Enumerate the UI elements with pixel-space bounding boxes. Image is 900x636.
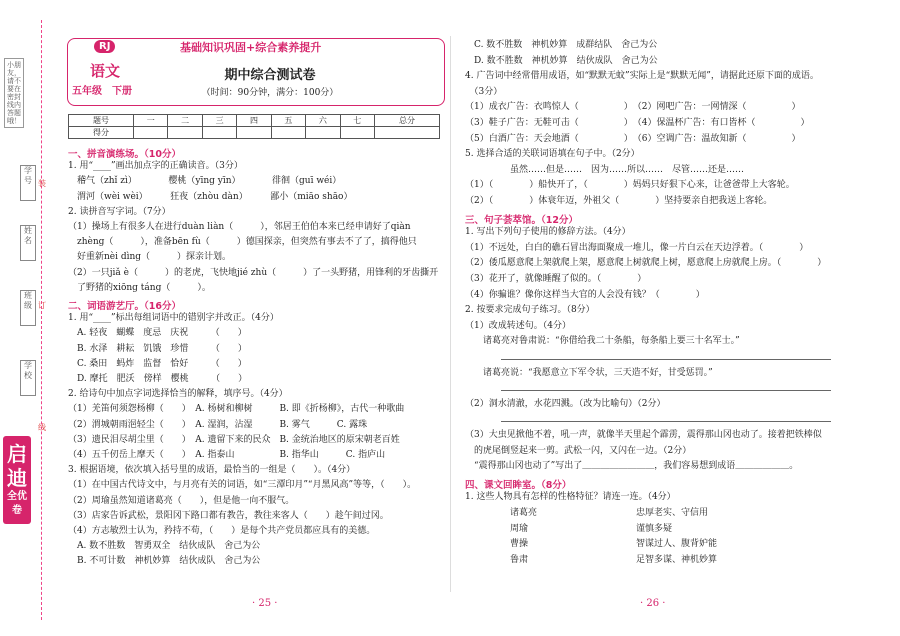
exam-title: 期中综合测试卷 [224, 68, 316, 83]
question-line: B. 水泽 耕耘 饥饿 珍惜 （ ） [68, 343, 247, 354]
score-input[interactable] [374, 127, 439, 139]
score-input[interactable] [340, 127, 374, 139]
cut-mark: 订 [38, 301, 46, 310]
question-line: 3. 根据语境，依次填入括号里的成语，最恰当的一组是（ ）。（4分） [68, 465, 356, 476]
question-line: （4）方志敏烈士认为，矜持不苟，（ ）是每个共产党员都应具有的美德。 [68, 526, 376, 536]
question-line: 5. 选择合适的关联词语填在句子中。（2分） [465, 149, 640, 160]
question-line: 的虎尾倒竖起来一剪。武松一闪，又闪在一边。（2分） [465, 445, 692, 456]
question-line: 2. 给诗句中加点字词选择恰当的解释，填序号。（4分） [68, 389, 288, 400]
question-line: （1）改成转述句。（4分） [465, 320, 571, 331]
question-line: （2）洞水清澈，水花四溅。（改为比喻句）（2分） [465, 398, 666, 409]
question-line: C. 桑田 蚂炸 监督 恰好 （ ） [68, 358, 247, 369]
section-heading: 一、拼音演练场。（10分） [68, 149, 181, 160]
score-cell: 六 [306, 115, 340, 127]
score-cell: 七 [340, 115, 374, 127]
header-tagline: 基础知识巩固+综合素养提升 [180, 41, 322, 54]
question-line: 好重新nèi dìng（ ）探亲计划。 [68, 252, 232, 263]
question-line: （2）周瑜虽然知道诸葛亮（ ），但是他一向不服气。 [68, 495, 295, 506]
seal-line [41, 20, 42, 620]
brand-logo [3, 436, 31, 524]
question-line: zhèng（ ），准备bēn fù（ ）德国探亲，但突然有事去不了了，搞得他只 [68, 237, 417, 248]
question-line: （1）（ ）船快开了，（ ）妈妈只好狠下心来，让爸爸带上大客轮。 [465, 180, 795, 191]
subject-label: 语文 [90, 62, 121, 80]
question-line: （5）白酒广告：天会地酒（ ） （6）空调广告：温故知新（ ） [465, 133, 801, 144]
brand-sub: 全优卷 [7, 491, 27, 516]
question-line: 1. 用“____”画出加点字的正确读音。（3分） [68, 161, 243, 172]
score-input[interactable] [168, 127, 202, 139]
question-line: 2. 读拼音写字词。（7分） [68, 206, 171, 217]
question-line: （1）操场上有很多人在进行duàn liàn（ ），邻居王伯伯本来已经申请好了qiàn [68, 222, 411, 232]
score-cell: 题号 [69, 115, 134, 127]
score-cell: 三 [202, 115, 236, 127]
binding-strip [0, 0, 62, 636]
question-line: B. 不可计数 神机妙算 结伙成队 舍己为公 [68, 556, 261, 567]
question-line: 鲁肃 足智多谋、神机妙算 [465, 554, 718, 565]
answer-line[interactable] [501, 389, 831, 391]
question-line: （2）渭城朝雨浥轻尘（ ） A. 湿润，沾湿 B. 雾气 C. 露珠 [68, 419, 368, 430]
score-header-row [69, 115, 440, 127]
cut-mark: 线 [38, 423, 46, 432]
question-line: 4. 广告词中经常借用成语，如“默默无蚊”实际上是“默默无闻”，请据此还原下面的成语。 [465, 71, 819, 82]
answer-line[interactable] [501, 420, 831, 422]
school-field[interactable]: 学校 [20, 360, 36, 396]
score-cell: 四 [237, 115, 271, 127]
section-heading: 二、词语游艺厅。（16分） [68, 301, 181, 312]
exam-subtitle: （时间：90分钟，满分：100分） [201, 88, 339, 98]
page-divider [450, 36, 451, 592]
question-line: （2）倭瓜愿意爬上架就爬上架，愿意爬上树就爬上树，愿意爬上房就爬上房。（ ） [465, 258, 827, 269]
class-field[interactable]: 班级 [20, 290, 36, 326]
score-value-row [69, 127, 440, 139]
question-line: （3）花开了，就像睡醒了似的。（ ） [465, 274, 647, 284]
score-cell: 总分 [374, 115, 439, 127]
question-line: 虽然……但是…… 因为……所以…… 尽管……还是…… [465, 164, 745, 175]
question-line: （1）在中国古代诗文中，与月亮有关的词语，如“三潭印月”“月黑风高”等等，（ ）。 [68, 480, 417, 491]
grade-label: 五年级 下册 [72, 86, 132, 97]
question-line: （3）遗民泪尽胡尘里（ ） A. 遗留下来的民众 B. 金统治地区的原宋朝老百姓 [68, 434, 400, 445]
question-line: （3分） [465, 86, 503, 97]
question-line: 诸葛亮说：“我愿意立下军令状，三天造不好，甘受惩罚。” [465, 367, 713, 378]
question-line: （3）鞋子广告：无鞋可击（ ） （4）保温杯广告：有口皆杯（ ） [465, 118, 810, 128]
student-id-field[interactable]: 学号 [20, 165, 36, 201]
score-cell: 二 [168, 115, 202, 127]
question-line: 1. 用“____”标出每组词语中的错别字并改正。（4分） [68, 313, 279, 324]
question-line: （3）大虫见掀他不着，吼一声，就像半天里起个霹雳，震得那山冈也动了。接着把铁棒似 [465, 430, 822, 440]
page-number: · 25 · [252, 598, 278, 609]
question-line: D. 摩托 肥沃 傍样 樱桃 （ ） [68, 374, 248, 384]
score-input[interactable] [271, 127, 305, 139]
strip-note: 小朋友，请不要在密封线内答题哦！ [4, 58, 24, 128]
question-line: （2）一只jiǎ è（ ）的老虎，飞快地jié zhù（ ）了一头野猪，用锋利的牙齿撕开 [68, 267, 439, 278]
question-line: A. 轻夜 蝴蝶 度忌 庆祝 （ ） [68, 328, 247, 339]
score-cell: 五 [271, 115, 305, 127]
question-line: 稽气（zhǐ zì） 樱桃（yīng yīn） 徘徊（guī wéi） [68, 176, 342, 187]
question-line: 渭河（wèi wèi） 狂夜（zhòu dàn） 鄙小（miāo shāo） [68, 191, 353, 202]
question-line: 曹操 智谋过人、腹背妒能 [465, 539, 718, 550]
question-line: （2）（ ）体衰年迈，外祖父（ ）坚持要亲自把我送上客轮。 [465, 196, 773, 206]
edition-badge: RJ [94, 40, 115, 53]
question-line: 诸葛亮 忠厚老实、守信用 [465, 508, 709, 518]
question-line: 了野猪的xiōng táng（ ）。 [68, 282, 211, 293]
question-line: C. 数不胜数 神机妙算 成群结队 舍己为公 [465, 40, 658, 50]
section-heading: 三、句子荟萃馆。（12分） [465, 214, 578, 226]
score-input[interactable] [202, 127, 236, 139]
score-cell: 一 [134, 115, 168, 127]
score-cell: 得分 [69, 127, 134, 139]
question-line: 周瑜 谨慎多疑 [465, 523, 673, 534]
question-line: （3）店家告诉武松，景阳冈下路口都有教告，教往来客人（ ）趁午间过冈。 [68, 510, 389, 521]
question-line: （1）羌笛何须怨杨柳（ ） A. 杨树和柳树 B. 即《折杨柳》，古代一种歌曲 [68, 404, 405, 415]
cut-mark: 装 [38, 179, 46, 188]
score-input[interactable] [134, 127, 168, 139]
question-line: D. 数不胜数 神机妙算 结伙成队 舍己为公 [465, 55, 658, 66]
question-line: （4）五千仞岳上摩天（ ） A. 指泰山 B. 指华山 C. 指庐山 [68, 450, 386, 460]
question-line: （1）不远处，白白的礁石冒出海面聚成一堆儿，像一片白云在天边浮着。（ ） [465, 242, 809, 253]
question-line: A. 数不胜数 智勇双全 结伙成队 舍己为公 [68, 541, 261, 552]
question-line: 诸葛亮对鲁肃说：“你借给我二十条船，每条船上要三十名军士。” [465, 336, 740, 347]
score-input[interactable] [306, 127, 340, 139]
question-line: （4）你骗谁？像你这样当大官的人会没有钱？（ ） [465, 289, 705, 300]
section-heading: 四、课文回眸室。（8分） [465, 479, 572, 491]
question-line: 2. 按要求完成句子练习。（8分） [465, 305, 595, 316]
name-field[interactable]: 姓名 [20, 225, 36, 261]
score-table [68, 114, 440, 139]
question-line: （1）成衣广告：衣鸣惊人（ ） （2）网吧广告：一网情深（ ） [465, 102, 801, 113]
brand-main: 启迪 [7, 442, 27, 490]
answer-line[interactable] [501, 358, 831, 360]
score-input[interactable] [237, 127, 271, 139]
question-line: 1. 这些人物具有怎样的性格特征？请连一连。（4分） [465, 492, 676, 503]
question-line: “震得那山冈也动了”写出了＿＿＿＿＿＿＿＿，我们容易想到成语＿＿＿＿＿＿。 [465, 461, 799, 472]
question-line: 1. 写出下列句子使用的修辞方法。（4分） [465, 227, 631, 238]
page-number: · 26 · [640, 598, 666, 609]
